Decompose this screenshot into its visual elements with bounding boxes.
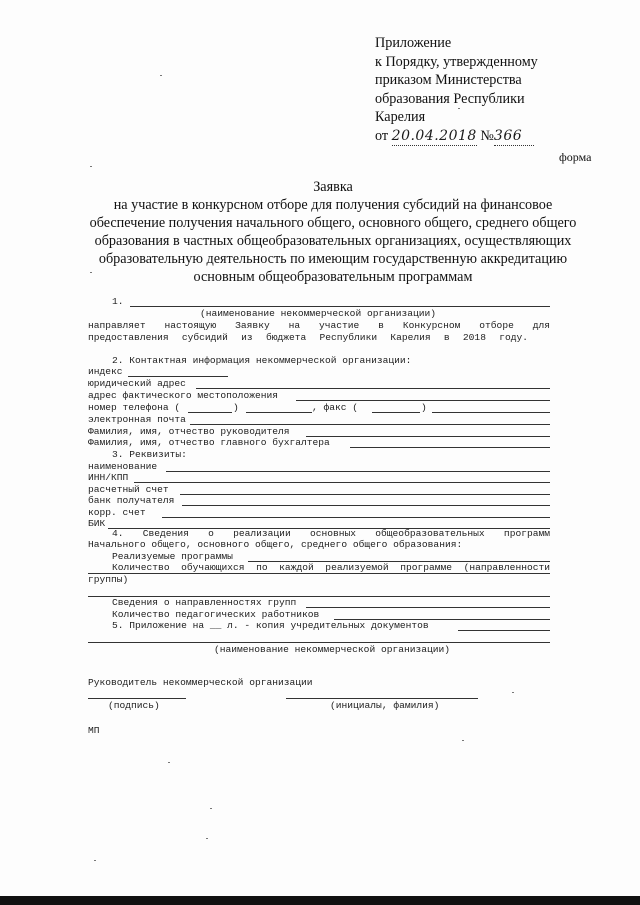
- number-prefix: №: [480, 127, 494, 144]
- handwritten-number: 366: [494, 127, 534, 147]
- scan-speck: [206, 838, 208, 839]
- scan-speck: [94, 860, 96, 861]
- bank-label: банк получателя: [88, 495, 175, 506]
- req-name-field: [166, 471, 550, 472]
- title-body: на участие в конкурсном отборе для получения субсидий на финансовое обеспечение получения начального общего, основного общего, среднего общего образования в частных общеобразовательных организациях, осуществляющих образовательную деятельность по имеющим государственную аккредитацию основным общеобразовательным программам: [89, 197, 577, 285]
- inn-label: ИНН/КПП: [88, 472, 129, 483]
- org-name-line-2: [88, 642, 550, 643]
- section5-text: 5. Приложение на __ л. - копия учредительных документов: [112, 620, 429, 631]
- students-line-b: группы): [88, 574, 129, 585]
- accountant-name-field: [350, 447, 550, 448]
- account-label: расчетный счет: [88, 484, 169, 495]
- email-field: [190, 424, 550, 425]
- groups-field: [306, 607, 550, 608]
- actual-address-label: адрес фактического местоположения: [88, 390, 278, 401]
- signature-line: [88, 698, 186, 699]
- bik-label: БИК: [88, 518, 106, 529]
- scan-speck: [90, 166, 92, 167]
- legal-address-field: [196, 388, 550, 389]
- scan-speck: [90, 272, 92, 273]
- index-label: индекс: [88, 366, 123, 377]
- fax-number-field: [432, 412, 550, 413]
- signature-caption: (подпись): [108, 700, 160, 711]
- section2-title: 2. Контактная информация некоммерческой организации:: [112, 355, 412, 366]
- programs-label: Реализуемые программы: [112, 551, 233, 562]
- actual-address-field: [296, 400, 550, 401]
- accountant-name-label: Фамилия, имя, отчество главного бухгалтера: [88, 437, 330, 448]
- index-field: [128, 376, 228, 377]
- inn-field: [134, 482, 550, 483]
- org-name-caption-2: (наименование некоммерческой организации): [214, 644, 451, 655]
- account-field: [180, 494, 550, 495]
- name-line: [286, 698, 478, 699]
- section3-title: 3. Реквизиты:: [112, 449, 187, 460]
- section4-line-a: 4. Сведения о реализации основных общеобразовательных программ: [112, 528, 550, 539]
- handwritten-date: 20.04.2018: [392, 127, 477, 147]
- fax-paren: ): [421, 402, 427, 413]
- email-label: электронная почта: [88, 414, 186, 425]
- head-name-label: Фамилия, имя, отчество руководителя: [88, 426, 290, 437]
- phone-paren: ): [233, 402, 239, 413]
- head-label: Руководитель некоммерческой организации: [88, 677, 313, 688]
- approval-block: [375, 34, 538, 146]
- section1-number: 1.: [112, 296, 124, 307]
- section1-line-a: направляет настоящую Заявку на участие в Конкурсном отборе для: [88, 320, 550, 331]
- seal-label: МП: [88, 725, 100, 736]
- legal-address-label: юридический адрес: [88, 378, 186, 389]
- approval-line-2: к Порядку, утвержденному: [375, 53, 538, 70]
- scan-speck: [512, 692, 514, 693]
- date-prefix: от: [375, 127, 389, 144]
- approval-line-3: приказом Министерства: [375, 72, 522, 88]
- phone-code-field: [188, 412, 232, 413]
- programs-field-2: [88, 573, 550, 574]
- approval-line-5: Карелия: [375, 109, 426, 125]
- approval-line-4: образования Республики: [375, 90, 525, 107]
- scan-speck: [160, 75, 162, 76]
- corr-label: корр. счет: [88, 507, 146, 518]
- approval-date-line: [375, 127, 538, 147]
- scan-speck: [462, 740, 464, 741]
- org-name-caption: (наименование некоммерческой организации): [200, 308, 437, 319]
- bank-field: [182, 505, 550, 506]
- fax-label: , факс (: [312, 402, 359, 413]
- students-line-a: Количество обучающихся по каждой реализуемой программе (направленности: [112, 562, 550, 573]
- section1-line-b: предоставления субсидий из бюджета Республики Карелия в 2018 году.: [88, 332, 528, 343]
- scan-speck: [168, 762, 170, 763]
- document-title: [88, 178, 578, 286]
- form-label: форма: [559, 150, 592, 164]
- teachers-label: Количество педагогических работников: [112, 609, 320, 620]
- scan-edge: [0, 896, 640, 905]
- scan-speck: [210, 808, 212, 809]
- approval-line-1: Приложение: [375, 35, 452, 51]
- scan-speck: [458, 108, 460, 109]
- section5-field: [458, 630, 550, 631]
- fax-code-field: [372, 412, 420, 413]
- phone-number-field: [246, 412, 312, 413]
- title-heading: Заявка: [313, 179, 353, 195]
- corr-field: [162, 517, 550, 518]
- req-name-label: наименование: [88, 461, 158, 472]
- phone-label: номер телефона (: [88, 402, 181, 413]
- section4-line-b: Начального общего, основного общего, среднего общего образования:: [88, 539, 463, 550]
- head-name-field: [306, 436, 550, 437]
- groups-label: Сведения о направленностях групп: [112, 597, 297, 608]
- name-caption: (инициалы, фамилия): [330, 700, 440, 711]
- org-name-line: [130, 306, 550, 307]
